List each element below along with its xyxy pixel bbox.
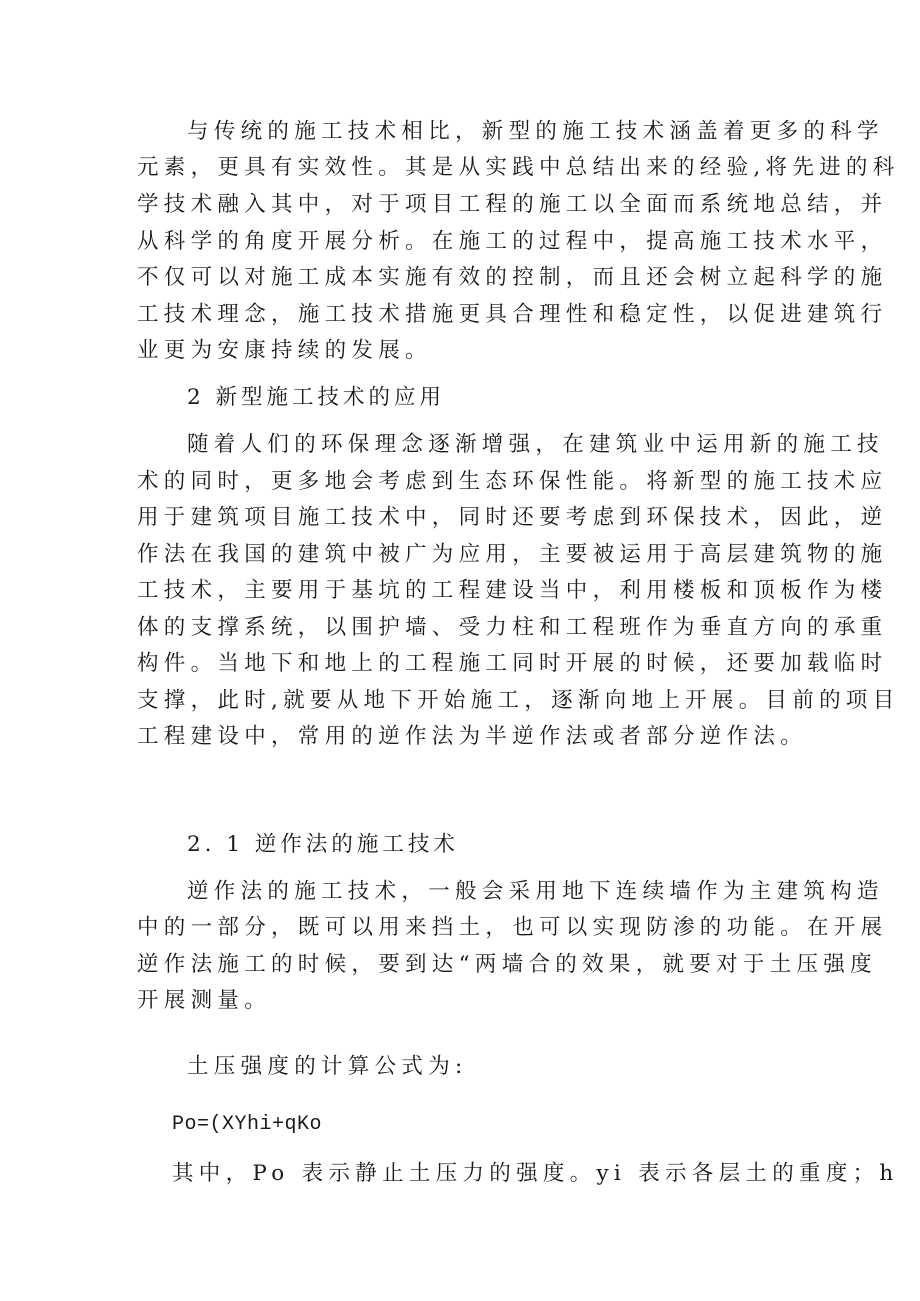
formula: Po=(XYhi+qKo	[172, 1113, 323, 1136]
paragraph-line: 作法在我国的建筑中被广为应用，主要被运用于高层建筑物的施	[137, 542, 888, 567]
paragraph-line: 与传统的施工技术相比，新型的施工技术涵盖着更多的科学	[187, 119, 884, 144]
paragraph-line: 工程建设中，常用的逆作法为半逆作法或者部分逆作法。	[137, 724, 808, 749]
paragraph-line: 构件。当地下和地上的工程施工同时开展的时候，还要加载临时	[137, 651, 888, 676]
paragraph-line: 从科学的角度开展分析。在施工的过程中，提高施工技术水平，	[137, 229, 888, 254]
paragraph-line: 不仅可以对施工成本实施有效的控制，而且还会树立起科学的施	[137, 265, 888, 290]
paragraph-line: 业更为安康持续的发展。	[137, 338, 432, 363]
formula-explanation: 其中，Po 表示静止土压力的强度。yi 表示各层土的重度；h	[172, 1161, 899, 1186]
paragraph-line: 随着人们的环保理念逐渐增强，在建筑业中运用新的施工技	[187, 432, 884, 457]
paragraph-line: 体的支撑系统，以围护墙、受力柱和工程班作为垂直方向的承重	[137, 615, 888, 640]
paragraph-line: 元素，更具有实效性。其是从实践中总结出来的经验,将先进的科	[137, 155, 900, 180]
paragraph-line: 开展测量。	[137, 988, 272, 1013]
paragraph-line: 逆作法的施工技术，一般会采用地下连续墙作为主建筑构造	[187, 879, 884, 904]
section-heading: 2 新型施工技术的应用	[187, 385, 446, 410]
paragraph-line: 支撑，此时,就要从地下开始施工，逐渐向地上开展。目前的项目	[137, 688, 900, 713]
paragraph-line: 用于建筑项目施工技术中，同时还要考虑到环保技术，因此，逆	[137, 505, 888, 530]
paragraph-line: 中的一部分，既可以用来挡土，也可以实现防渗的功能。在开展	[137, 915, 888, 940]
formula-intro: 土压强度的计算公式为:	[187, 1054, 468, 1079]
subsection-heading: 2. 1 逆作法的施工技术	[187, 832, 459, 857]
paragraph-line: 逆作法施工的时候，要到达“两墙合的效果，就要对于土压强度	[137, 952, 877, 977]
paragraph-line: 术的同时，更多地会考虑到生态环保性能。将新型的施工技术应	[137, 469, 888, 494]
paragraph-line: 工技术理念，施工技术措施更具合理性和稳定性，以促进建筑行	[137, 302, 888, 327]
paragraph-line: 学技术融入其中，对于项目工程的施工以全面而系统地总结，并	[137, 192, 888, 217]
paragraph-line: 工技术，主要用于基坑的工程建设当中，利用楼板和顶板作为楼	[137, 578, 888, 603]
